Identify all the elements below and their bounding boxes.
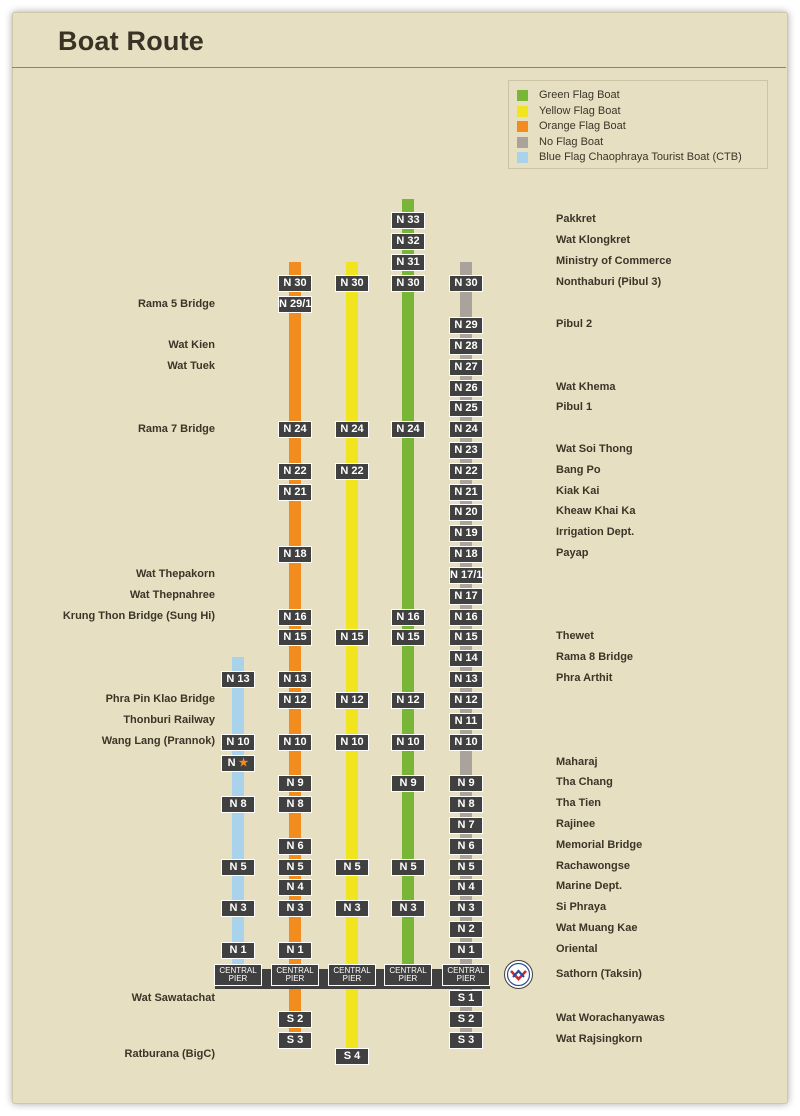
pier-marker-n-22[interactable]: N 22 bbox=[336, 464, 368, 479]
pier-marker-n-15[interactable]: N 15 bbox=[279, 630, 311, 645]
pier-marker-n-3[interactable]: N 3 bbox=[279, 901, 311, 916]
pier-marker-n-30[interactable]: N 30 bbox=[392, 276, 424, 291]
legend-label: Yellow Flag Boat bbox=[539, 104, 621, 117]
pier-marker-n-15[interactable]: N 15 bbox=[392, 630, 424, 645]
pier-marker-n-6[interactable]: N 6 bbox=[279, 839, 311, 854]
pier-marker-n-9[interactable]: N 9 bbox=[279, 776, 311, 791]
pier-marker-s-1[interactable]: S 1 bbox=[450, 991, 482, 1006]
pier-marker-n-13[interactable]: N 13 bbox=[222, 672, 254, 687]
legend-label: Green Flag Boat bbox=[539, 89, 620, 101]
pier-marker-n-17[interactable]: N 17 bbox=[450, 589, 482, 604]
central-pier-marker[interactable]: CENTRAL PIER bbox=[443, 965, 489, 985]
pier-marker-n-10[interactable]: N 10 bbox=[450, 735, 482, 750]
pier-marker-s-3[interactable]: S 3 bbox=[279, 1033, 311, 1048]
pier-marker-n-16[interactable]: N 16 bbox=[392, 610, 424, 625]
pier-marker-n-5[interactable]: N 5 bbox=[279, 860, 311, 875]
station-label-irrigation-dept: Irrigation Dept. bbox=[556, 526, 635, 538]
pier-marker-n-8[interactable]: N 8 bbox=[222, 797, 254, 812]
station-label-wat-klongkret: Wat Klongkret bbox=[556, 234, 631, 246]
pier-marker-n-22[interactable]: N 22 bbox=[279, 464, 311, 479]
legend-label: No Flag Boat bbox=[539, 135, 604, 148]
pier-marker-n-24[interactable]: N 24 bbox=[392, 422, 424, 437]
pier-marker-n-7[interactable]: N 7 bbox=[450, 818, 482, 833]
station-label-rama-5-bridge: Rama 5 Bridge bbox=[137, 298, 215, 310]
pier-marker-n-24[interactable]: N 24 bbox=[450, 422, 482, 437]
station-label-pibul-2: Pibul 2 bbox=[556, 318, 593, 330]
pier-marker-n-5[interactable]: N 5 bbox=[222, 860, 254, 875]
station-label-rama-8-bridge: Rama 8 Bridge bbox=[556, 651, 634, 663]
station-label-ratburana-bigc: Ratburana (BigC) bbox=[124, 1048, 215, 1060]
station-label-krung-thon-bridge-sung-hi: Krung Thon Bridge (Sung Hi) bbox=[62, 610, 215, 622]
pier-marker-n-12[interactable]: N 12 bbox=[336, 693, 368, 708]
pier-marker-n-4[interactable]: N 4 bbox=[450, 880, 482, 895]
pier-marker-n-12[interactable]: N 12 bbox=[450, 693, 482, 708]
station-label-wat-worachanyawas: Wat Worachanyawas bbox=[556, 1012, 665, 1024]
pier-marker-n-25[interactable]: N 25 bbox=[450, 401, 482, 416]
station-label-wat-thepnahree: Wat Thepnahree bbox=[129, 589, 215, 601]
pier-marker-n-32[interactable]: N 32 bbox=[392, 234, 424, 249]
station-label-marine-dept: Marine Dept. bbox=[556, 880, 623, 892]
station-label-thewet: Thewet bbox=[556, 630, 594, 642]
pier-marker-n-30[interactable]: N 30 bbox=[279, 276, 311, 291]
pier-marker-s-2[interactable]: S 2 bbox=[279, 1012, 311, 1027]
station-label-pibul-1: Pibul 1 bbox=[556, 401, 593, 413]
pier-marker-n-5[interactable]: N 5 bbox=[450, 860, 482, 875]
pier-marker-n[interactable]: N ★ bbox=[222, 756, 254, 771]
station-label-wat-muang-kae: Wat Muang Kae bbox=[556, 922, 638, 934]
central-pier-marker[interactable]: CENTRAL PIER bbox=[385, 965, 431, 985]
yellow-route-line bbox=[346, 262, 358, 1056]
pier-marker-n-16[interactable]: N 16 bbox=[279, 610, 311, 625]
station-label-wat-soi-thong: Wat Soi Thong bbox=[556, 443, 633, 455]
pier-marker-n-22[interactable]: N 22 bbox=[450, 464, 482, 479]
page-title: Boat Route bbox=[58, 26, 204, 56]
pier-marker-s-4[interactable]: S 4 bbox=[336, 1049, 368, 1064]
station-label-si-phraya: Si Phraya bbox=[556, 901, 607, 913]
station-label-rajinee: Rajinee bbox=[556, 818, 596, 830]
bts-logo-icon bbox=[504, 960, 533, 989]
station-label-payap: Payap bbox=[556, 547, 589, 559]
station-label-wat-sawatachat: Wat Sawatachat bbox=[131, 992, 215, 1004]
pier-marker-n-3[interactable]: N 3 bbox=[450, 901, 482, 916]
pier-marker-n-13[interactable]: N 13 bbox=[450, 672, 482, 687]
station-label-pakkret: Pakkret bbox=[556, 213, 596, 225]
pier-marker-n-11[interactable]: N 11 bbox=[450, 714, 482, 729]
station-label-tha-tien: Tha Tien bbox=[556, 797, 602, 809]
pier-marker-n-1[interactable]: N 1 bbox=[222, 943, 254, 958]
star-icon: ★ bbox=[238, 756, 249, 769]
pier-marker-n-19[interactable]: N 19 bbox=[450, 526, 482, 541]
pier-marker-n-31[interactable]: N 31 bbox=[392, 255, 424, 270]
station-label-wat-khema: Wat Khema bbox=[556, 381, 616, 393]
pier-marker-s-2[interactable]: S 2 bbox=[450, 1012, 482, 1027]
pier-marker-n-10[interactable]: N 10 bbox=[336, 735, 368, 750]
station-label-thonburi-railway: Thonburi Railway bbox=[123, 714, 215, 726]
pier-marker-n-10[interactable]: N 10 bbox=[279, 735, 311, 750]
station-label-wat-tuek: Wat Tuek bbox=[167, 360, 215, 372]
station-label-wang-lang-prannok: Wang Lang (Prannok) bbox=[101, 735, 215, 747]
central-pier-marker[interactable]: CENTRAL PIER bbox=[215, 965, 261, 985]
pier-marker-n-13[interactable]: N 13 bbox=[279, 672, 311, 687]
pier-marker-n-10[interactable]: N 10 bbox=[392, 735, 424, 750]
legend-label: Blue Flag Chaophraya Tourist Boat (CTB) bbox=[539, 151, 742, 163]
station-label-kheaw-khai-ka: Kheaw Khai Ka bbox=[556, 505, 636, 517]
pier-marker-n-9[interactable]: N 9 bbox=[392, 776, 424, 791]
pier-marker-n-1[interactable]: N 1 bbox=[450, 943, 482, 958]
station-label-wat-kien: Wat Kien bbox=[168, 339, 215, 351]
pier-marker-n-3[interactable]: N 3 bbox=[222, 901, 254, 916]
pier-marker-n-2[interactable]: N 2 bbox=[450, 922, 482, 937]
pier-marker-n-18[interactable]: N 18 bbox=[450, 547, 482, 562]
station-label-tha-chang: Tha Chang bbox=[556, 776, 613, 788]
central-pier-marker[interactable]: CENTRAL PIER bbox=[329, 965, 375, 985]
pier-marker-n-24[interactable]: N 24 bbox=[336, 422, 368, 437]
pier-marker-n-3[interactable]: N 3 bbox=[392, 901, 424, 916]
pier-marker-n-29[interactable]: N 29 bbox=[450, 318, 482, 333]
pier-marker-n-10[interactable]: N 10 bbox=[222, 735, 254, 750]
pier-marker-n-29-1[interactable]: N 29/1 bbox=[279, 297, 312, 310]
pier-marker-n-12[interactable]: N 12 bbox=[279, 693, 311, 708]
pier-marker-n-26[interactable]: N 26 bbox=[450, 381, 482, 396]
station-label-kiak-kai: Kiak Kai bbox=[556, 485, 600, 497]
pier-marker-n-30[interactable]: N 30 bbox=[450, 276, 482, 291]
pier-marker-n-23[interactable]: N 23 bbox=[450, 443, 482, 458]
station-label-nonthaburi-pibul-3: Nonthaburi (Pibul 3) bbox=[556, 276, 662, 288]
pier-marker-n-16[interactable]: N 16 bbox=[450, 610, 482, 625]
pier-marker-s-3[interactable]: S 3 bbox=[450, 1033, 482, 1048]
pier-marker-n-15[interactable]: N 15 bbox=[336, 630, 368, 645]
pier-marker-n-1[interactable]: N 1 bbox=[279, 943, 311, 958]
station-label-rama-7-bridge: Rama 7 Bridge bbox=[137, 423, 215, 435]
station-label-maharaj: Maharaj bbox=[556, 756, 598, 768]
pier-marker-n-18[interactable]: N 18 bbox=[279, 547, 311, 562]
pier-marker-n-33[interactable]: N 33 bbox=[392, 213, 424, 228]
station-label-wat-rajsingkorn: Wat Rajsingkorn bbox=[556, 1033, 643, 1045]
station-label-rachawongse: Rachawongse bbox=[556, 860, 630, 872]
station-label-sathorn-taksin: Sathorn (Taksin) bbox=[556, 968, 642, 980]
pier-marker-n-5[interactable]: N 5 bbox=[392, 860, 424, 875]
pier-marker-n-24[interactable]: N 24 bbox=[279, 422, 311, 437]
pier-marker-n-4[interactable]: N 4 bbox=[279, 880, 311, 895]
pier-marker-n-12[interactable]: N 12 bbox=[392, 693, 424, 708]
pier-marker-n-27[interactable]: N 27 bbox=[450, 360, 482, 375]
station-label-phra-arthit: Phra Arthit bbox=[556, 672, 613, 684]
pier-marker-n-5[interactable]: N 5 bbox=[336, 860, 368, 875]
pier-marker-n-8[interactable]: N 8 bbox=[279, 797, 311, 812]
station-label-ministry-of-commerce: Ministry of Commerce bbox=[556, 255, 672, 267]
pier-marker-n-28[interactable]: N 28 bbox=[450, 339, 482, 354]
pier-marker-n-14[interactable]: N 14 bbox=[450, 651, 482, 666]
station-label-oriental: Oriental bbox=[556, 943, 598, 955]
station-label-wat-thepakorn: Wat Thepakorn bbox=[135, 568, 215, 580]
station-label-bang-po: Bang Po bbox=[556, 464, 601, 476]
legend-label: Orange Flag Boat bbox=[539, 120, 626, 132]
green-route-line bbox=[402, 199, 414, 965]
pier-marker-n-6[interactable]: N 6 bbox=[450, 839, 482, 854]
central-pier-marker[interactable]: CENTRAL PIER bbox=[272, 965, 318, 985]
pier-marker-n-9[interactable]: N 9 bbox=[450, 776, 482, 791]
pier-marker-n-17-1[interactable]: N 17/1 bbox=[450, 568, 483, 581]
pier-marker-n-21[interactable]: N 21 bbox=[279, 485, 311, 500]
station-label-phra-pin-klao-bridge: Phra Pin Klao Bridge bbox=[105, 693, 215, 705]
station-label-memorial-bridge: Memorial Bridge bbox=[556, 839, 643, 851]
pier-marker-n-21[interactable]: N 21 bbox=[450, 485, 482, 500]
pier-marker-n-3[interactable]: N 3 bbox=[336, 901, 368, 916]
pier-marker-n-15[interactable]: N 15 bbox=[450, 630, 482, 645]
pier-marker-n-8[interactable]: N 8 bbox=[450, 797, 482, 812]
pier-marker-n-20[interactable]: N 20 bbox=[450, 505, 482, 520]
orange-route-line bbox=[289, 262, 301, 1040]
pier-marker-n-30[interactable]: N 30 bbox=[336, 276, 368, 291]
